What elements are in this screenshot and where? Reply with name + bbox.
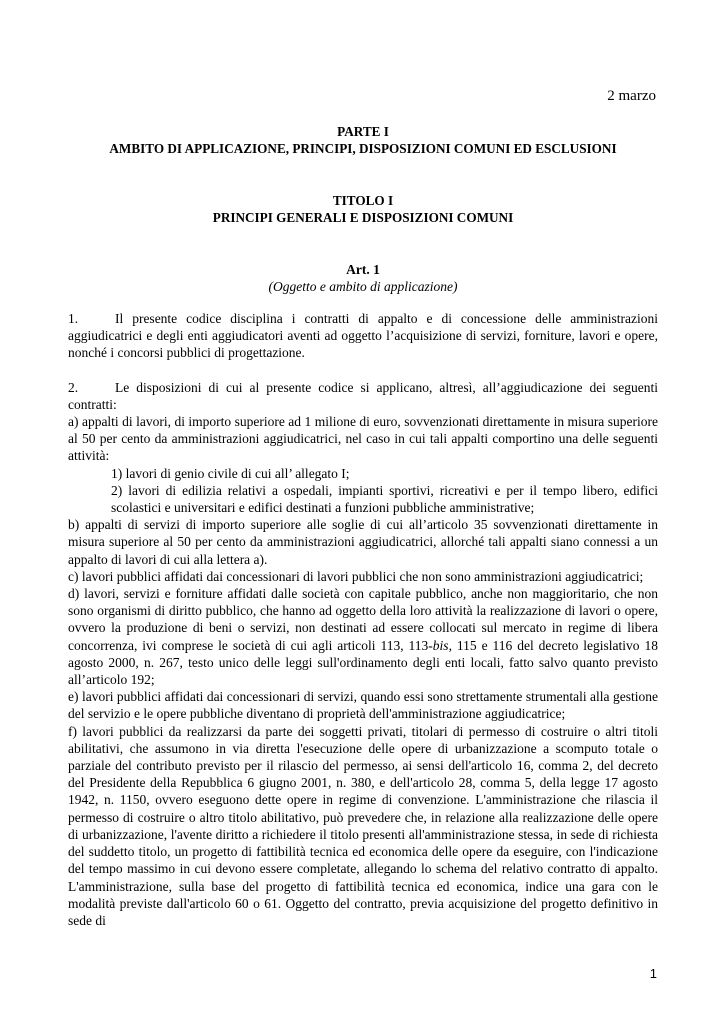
article-subtitle: (Oggetto e ambito di applicazione)	[268, 279, 458, 294]
paragraph-1	[68, 310, 658, 362]
parte-label: PARTE I	[337, 124, 389, 139]
paragraph-2-number: 2.	[68, 379, 79, 395]
item-a2: 2) lavori di edilizia relativi a ospedali, impianti sportivi, ricreativi e per il tempo libero, edifici scolastici e universitari e edifici destinati a funzioni pubbliche amministrative;	[111, 482, 658, 516]
item-f: f) lavori pubblici da realizzarsi da parte dei soggetti privati, titolari di permesso di costruire o altri titoli abilitativi, che assumono in via diretta l'esecuzione delle opere di urbanizzazione a scomputo totale o parziale del contributo previsto per il rilascio del permesso, ai sensi dell'articolo 16, comma 2, del decreto del Presidente della Repubblica 6 giugno 2001, n. 380, e dell'articolo 28, comma 5, della legge 17 agosto 1942, n. 1150, ovvero eseguono dette opere in regime di convenzione. L'amministrazione che rilascia il permesso di costruire o altro titolo abilitativo, può prevedere che, in relazione alla realizzazione delle opere di urbanizzazione, l'avente diritto a richiedere il titolo presenti all'amministrazione stessa, in sede di richiesta del suddetto titolo, un progetto di fattibilità tecnica ed economica delle opere da eseguire, con l'indicazione del tempo massimo in cui devono essere completate, allegando lo schema del relativo contratto di appalto. L'amministrazione, sulla base del progetto di fattibilità tecnica ed economica, indice una gara con le modalità previste dall'articolo 60 o 61. Oggetto del contratto, previa acquisizione del progetto definitivo in sede di	[68, 723, 658, 928]
item-b: b) appalti di servizi di importo superiore alle soglie di cui all’articolo 35 sovvenzionati direttamente in misura superiore al 50 per cento da amministrazioni aggiudicatrici, allorché tali appalti siano connessi a un appalto di lavori di cui alla lettera a).	[68, 517, 658, 567]
paragraph-1-number: 1.	[68, 311, 79, 326]
paragraph-2-text: Le disposizioni di cui al presente codice si applicano, altresì, all’aggiudicazione dei seguenti contratti:	[68, 379, 658, 412]
item-a1: 1) lavori di genio civile di cui all’ allegato I;	[111, 465, 350, 481]
article-label: Art. 1	[346, 262, 380, 277]
titolo-title: PRINCIPI GENERALI E DISPOSIZIONI COMUNI	[212, 210, 514, 225]
parte-title: AMBITO DI APPLICAZIONE, PRINCIPI, DISPOSIZIONI COMUNI ED ESCLUSIONI	[109, 141, 617, 156]
titolo-label: TITOLO I	[332, 193, 394, 208]
document-date: 2 marzo	[607, 88, 656, 104]
page-number: 1	[649, 966, 657, 981]
item-d-text-2: , 115 e 116 del decreto legislativo 18 agosto 2000, n. 267, testo unico delle leggi sull'ordinamento degli enti locali, fatto salvo quanto previsto all’articolo 192;	[68, 637, 658, 688]
item-d	[68, 585, 658, 688]
article-body	[68, 310, 658, 929]
item-a: a) appalti di lavori, di importo superiore ad 1 milione di euro, sovvenzionati direttamente in misura superiore al 50 per cento da amministrazioni aggiudicatrici, nel caso in cui tali appalti comportino una delle seguenti attività:	[68, 414, 658, 464]
item-e: e) lavori pubblici affidati dai concessionari di servizi, quando essi sono strettamente strumentali alla gestione del servizio e le opere pubbliche diventano di proprietà dell'amministrazione aggiudicatrice;	[68, 689, 658, 722]
item-d-text-1: d) lavori, servizi e forniture affidati dalle società con capitale pubblico, anche non maggioritario, che non sono organismi di diritto pubblico, che hanno ad oggetto della loro attività la realizzazione di lavori o opere, ovvero la produzione di beni o servizi, non destinati ad essere collocati sul mercato in regime di libera concorrenza, ivi comprese le società di cui agli articoli 113, 113-	[68, 586, 658, 653]
item-c: c) lavori pubblici affidati dai concessionari di lavori pubblici che non sono amministrazioni aggiudicatrici;	[68, 568, 644, 584]
paragraph-2	[68, 379, 658, 413]
item-d-italic: bis	[432, 637, 449, 653]
paragraph-1-text: Il presente codice disciplina i contratti di appalto e di concessione delle amministrazioni aggiudicatrici e degli enti aggiudicatori aventi ad oggetto l’acquisizione di servizi, forniture, lavori e opere, nonché i concorsi pubblici di progettazione.	[68, 311, 658, 361]
